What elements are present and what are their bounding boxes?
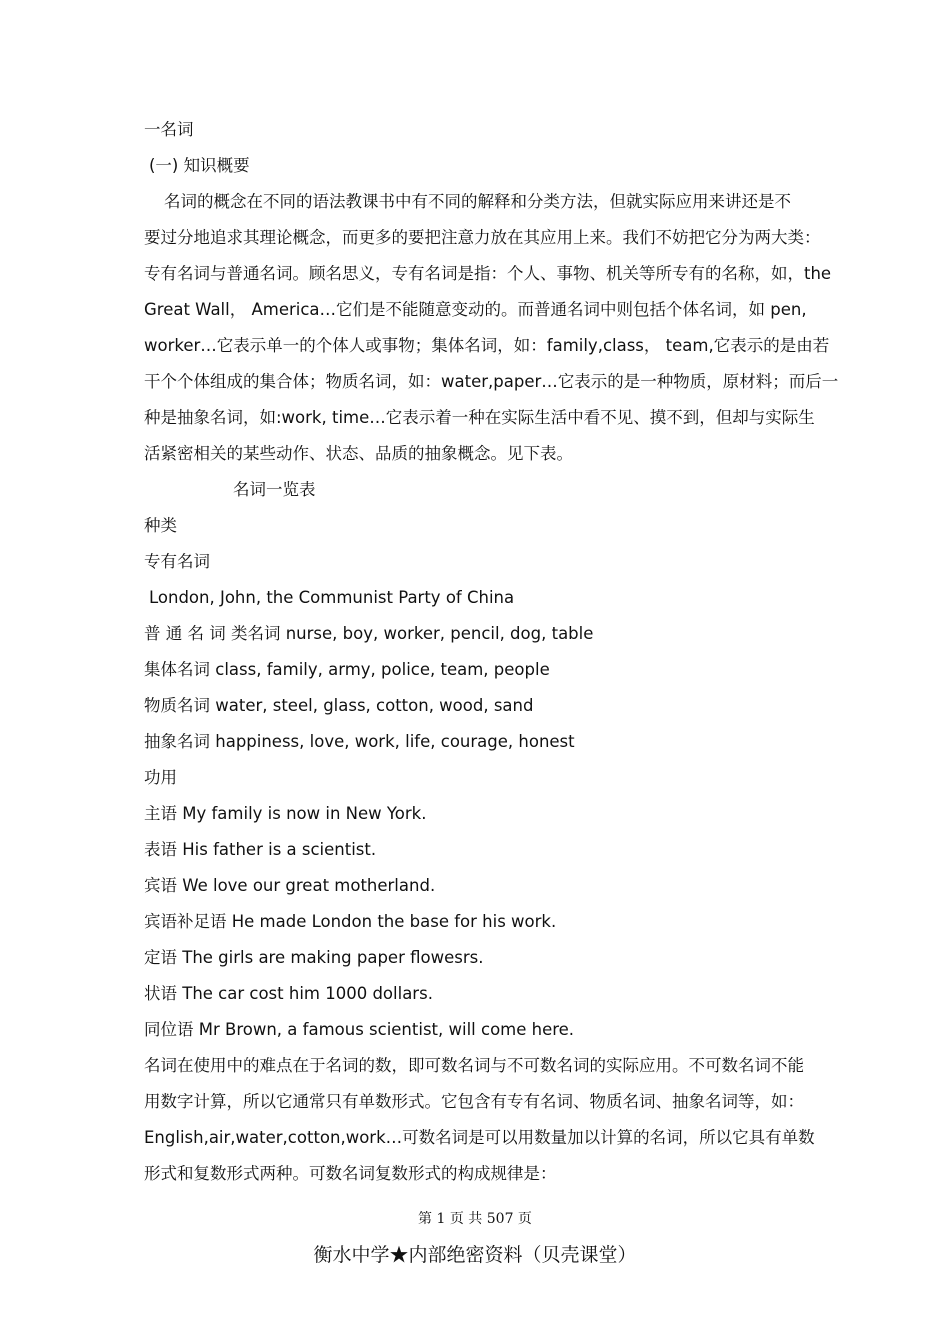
paragraph-line: 用数字计算，所以它通常只有单数形式。它包含有专有名词、物质名词、抽象名词等，如： (144, 1092, 804, 1111)
section-heading: 一名词 (144, 120, 194, 139)
functions-label: 功用 (144, 768, 177, 787)
function-line: 同位语 Mr Brown, a famous scientist, will come here. (144, 1020, 575, 1039)
paragraph-line: 名词在使用中的难点在于名词的数，即可数名词与不可数名词的实际应用。不可数名词不能 (144, 1056, 804, 1075)
paragraph-line: 种是抽象名词，如:work, time…它表示着一种在实际生活中看不见、摸不到，但却与实际生 (144, 408, 815, 427)
paragraph-line: worker…它表示单一的个体人或事物；集体名词，如：family,class， team,它表示的是由若 (144, 336, 830, 355)
function-line: 表语 His father is a scientist. (144, 840, 377, 859)
paragraph-line: 活紧密相关的某些动作、状态、品质的抽象概念。见下表。 (144, 444, 573, 463)
paragraph-line: 形式和复数形式两种。可数名词复数形式的构成规律是： (144, 1164, 557, 1183)
proper-noun-label: 专有名词 (144, 552, 210, 571)
paragraph-line: 干个个体组成的集合体；物质名词，如：water,paper…它表示的是一种物质，原材料；而后一 (144, 372, 839, 391)
common-noun-line: 普 通 名 词 类名词 nurse, boy, worker, pencil, dog, table (144, 624, 594, 643)
closing-paragraph (144, 1048, 815, 1192)
function-line: 宾语补足语 He made London the base for his work. (144, 912, 557, 931)
proper-noun-examples: London, John, the Communist Party of China (149, 588, 515, 607)
paragraph-line: English,air,water,cotton,work…可数名词是可以用数量加以计算的名词，所以它具有单数 (144, 1128, 815, 1147)
page-number: 第 1 页 共 507 页 (418, 1211, 532, 1227)
section-subheading: (一) 知识概要 (149, 156, 250, 175)
collective-noun-line: 集体名词 class, family, army, police, team, people (144, 660, 550, 679)
function-line: 主语 My family is now in New York. (144, 804, 427, 823)
paragraph-line: Great Wall， America…它们是不能随意变动的。而普通名词中则包括个体名词，如 pen, (144, 300, 807, 319)
material-noun-line: 物质名词 water, steel, glass, cotton, wood, sand (144, 696, 534, 715)
paragraph-line: 专有名词与普通名词。顾名思义，专有名词是指：个人、事物、机关等所专有的名称，如，the (144, 264, 832, 283)
paragraph-line: 名词的概念在不同的语法教课书中有不同的解释和分类方法，但就实际应用来讲还是不 (164, 192, 791, 211)
footer-watermark: 衡水中学★内部绝密资料（贝壳课堂） (313, 1244, 637, 1266)
document-body (144, 112, 839, 1192)
intro-paragraph (144, 184, 839, 472)
function-line: 状语 The car cost him 1000 dollars. (144, 984, 433, 1003)
table-title: 名词一览表 (233, 480, 316, 499)
function-line: 定语 The girls are making paper flowesrs. (144, 948, 484, 967)
kinds-label: 种类 (144, 516, 177, 535)
abstract-noun-line: 抽象名词 happiness, love, work, life, courage, honest (144, 732, 575, 751)
paragraph-line: 要过分地追求其理论概念，而更多的要把注意力放在其应用上来。我们不妨把它分为两大类： (144, 228, 821, 247)
function-line: 宾语 We love our great motherland. (144, 876, 436, 895)
